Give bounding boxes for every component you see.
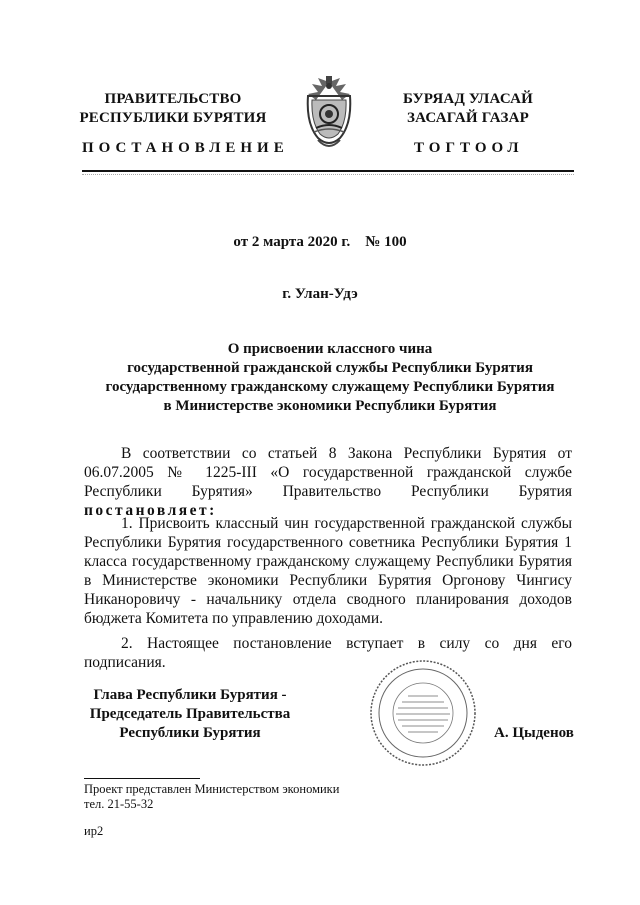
org-name-ru — [78, 90, 268, 128]
org-name-ru-line2: РЕСПУБЛИКИ БУРЯТИЯ — [79, 110, 267, 126]
signatory-name: А. Цыденов — [494, 725, 574, 741]
preamble — [84, 444, 572, 520]
signatory-line: Республики Бурятия — [119, 725, 261, 741]
footer-line: тел. 21-55-32 — [84, 797, 154, 811]
footer-line: Проект представлен Министерством экономики — [84, 782, 340, 796]
signatory-line: Глава Республики Бурятия - — [93, 687, 287, 703]
footer-initials: ир2 — [84, 824, 104, 838]
item-2-text: 2. Настоящее постановление вступает в силу со дня его подписания. — [84, 635, 572, 671]
footer-rule — [84, 778, 200, 779]
doc-kind-ru: ПОСТАНОВЛЕНИЕ — [82, 140, 289, 156]
official-stamp — [368, 658, 478, 768]
doc-title — [80, 340, 580, 416]
org-name-ru-line1: ПРАВИТЕЛЬСТВО — [104, 91, 242, 107]
doc-title-line: государственной гражданской службы Республики Бурятия — [127, 360, 533, 376]
item-1-text: 1. Присвоить классный чин государственной гражданской службы Республики Бурятия государственного советника Республики Бурятия 1 класса государственному гражданскому служащему Республики Бурятия в Министерстве экономики Республики Бурятия Оргонову Чингису Никаноровичу - начальнику отдела сводного планирования доходов бюджета Комитета по управлению доходами. — [84, 515, 572, 627]
footer-note — [84, 782, 339, 812]
item-2 — [84, 634, 572, 672]
city: г. Улан-Удэ — [282, 286, 358, 302]
doc-title-line: государственному гражданскому служащему Республики Бурятия — [105, 379, 555, 395]
coat-of-arms-icon — [298, 72, 360, 154]
org-name-bua-line1: БУРЯАД УЛАСАЙ — [402, 91, 534, 107]
preamble-text: В соответствии со статьей 8 Закона Республики Бурятия от 06.07.2005 № 1225-III «О государственной гражданской службе Республики Бурятия» Правительство Республики Бурятия — [84, 445, 572, 500]
doc-title-line: О присвоении классного чина — [227, 341, 433, 357]
org-name-bua-line2: ЗАСАГАЙ ГАЗАР — [407, 110, 529, 126]
item-1 — [84, 514, 572, 628]
doc-title-line: в Министерстве экономики Республики Бурятия — [163, 398, 497, 414]
doc-kind-bua: ТОГТООЛ — [414, 140, 524, 156]
org-name-bua — [388, 90, 548, 128]
header-rule — [82, 170, 574, 172]
header-rule-dotted — [82, 174, 574, 175]
date-number: от 2 марта 2020 г. № 100 — [233, 234, 407, 250]
decree-word: постановляет: — [84, 502, 217, 519]
signatory-position — [80, 686, 300, 743]
signatory-line: Председатель Правительства — [89, 706, 291, 722]
